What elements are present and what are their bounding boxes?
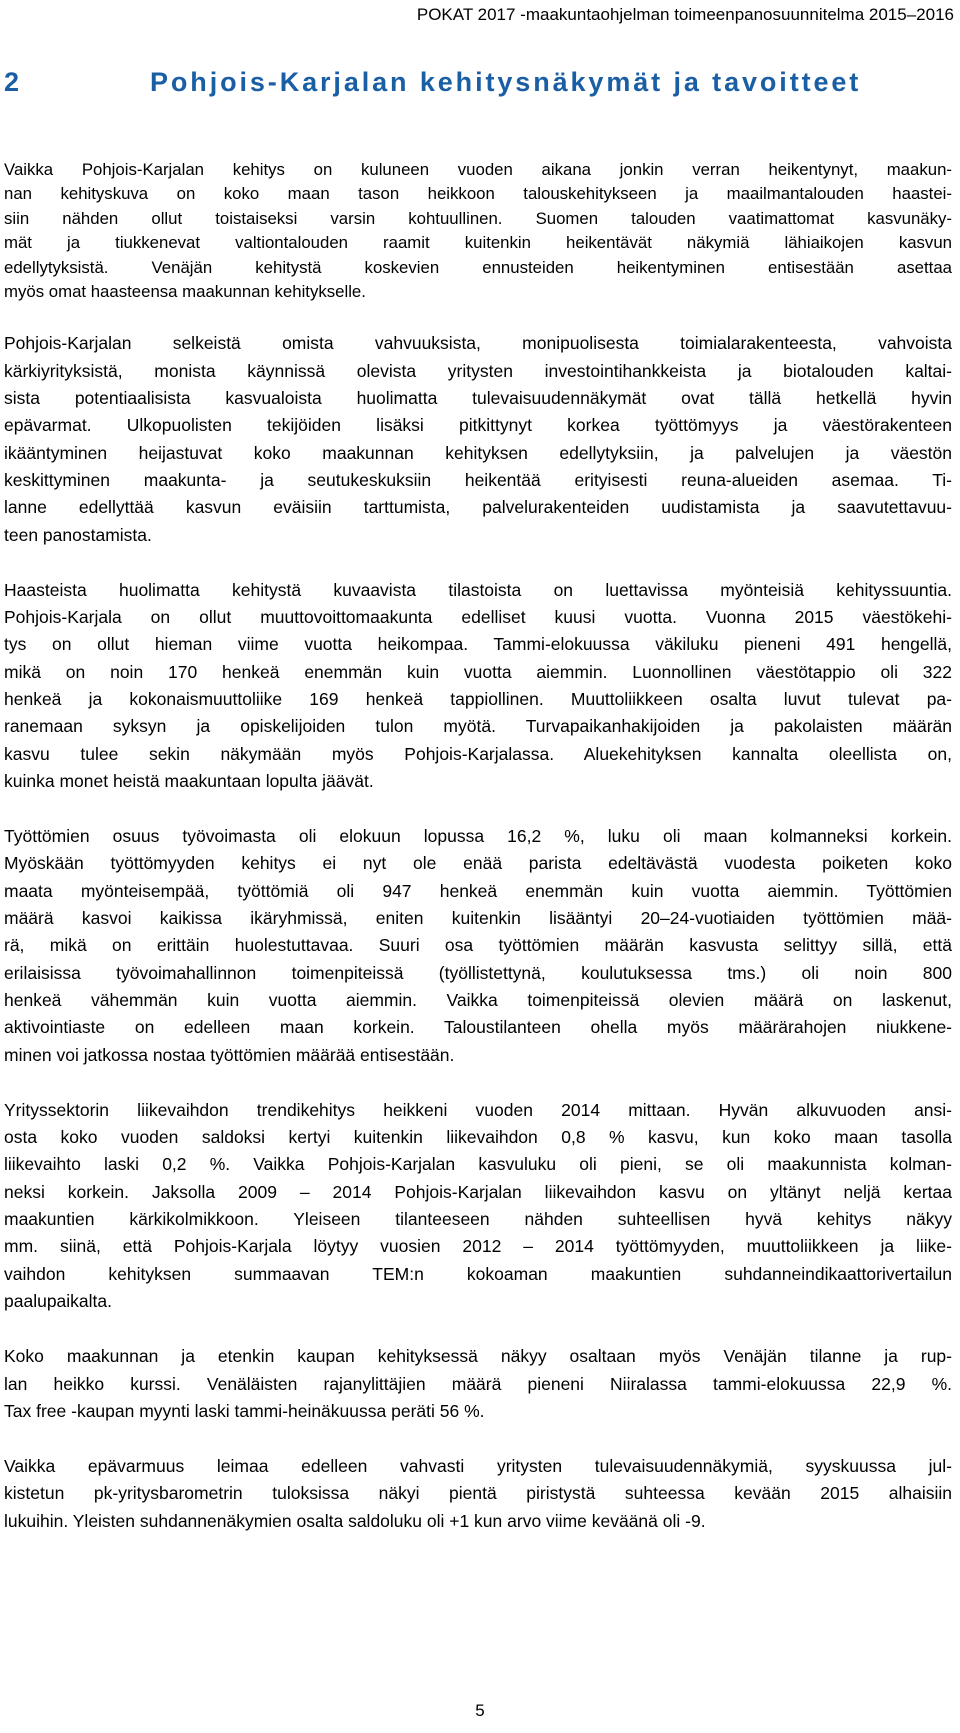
section-title: Pohjois-Karjalan kehitysnäkymät ja tavoitteet: [150, 67, 862, 97]
paragraph-strengths: [4, 330, 952, 548]
text-line: kärkiyrityksistä, monista käynnissä olevista yritysten investointihankkeista ja biotalouden kaltai-: [4, 360, 952, 381]
text-line: neksi korkein. Jaksolla 2009 – 2014 Pohjois-Karjalan liikevaihdon kasvu on yltänyt neljä kertaa: [4, 1181, 952, 1202]
text-line: Tax free -kaupan myynti laski tammi-heinäkuussa peräti 56 %.: [4, 1400, 485, 1421]
text-line: lan heikko kurssi. Venäläisten rajanylittäjien määrä pieneni Niiralassa tammi-elokuussa 22,9 %.: [4, 1373, 952, 1394]
paragraph-unemployment: [4, 823, 952, 1069]
text-line: rä, mikä on erittäin huolestuttavaa. Suuri osa työttömien määrän kasvusta selittyy sillä, että: [4, 935, 952, 956]
text-line: mät ja tiukkenevat valtiontalouden raamit kuitenkin heikentävät näkymiä lähiaikojen kasvun: [4, 233, 952, 253]
text-line: vaihdon kehityksen summaavan TEM:n kokoaman maakuntien suhdanneindikaattorivertailun: [4, 1263, 952, 1284]
text-line: ranemaan syksyn ja opiskelijoiden tulon myötä. Turvapaikanhakijoiden ja pakolaisten määrän: [4, 716, 952, 737]
text-line: lanne edellyttää kasvun eväisiin tarttumista, palvelurakenteiden uudistamista ja saavutettavuu-: [4, 497, 952, 518]
text-line: paalupaikalta.: [4, 1290, 112, 1311]
text-line: lukuihin. Yleisten suhdannenäkymien osalta saldoluku oli +1 kun arvo viime keväänä oli -9.: [4, 1510, 706, 1531]
text-line: kasvu tulee sekin näkymään myös Pohjois-Karjalassa. Aluekehityksen kannalta oleellista on,: [4, 743, 952, 764]
text-line: henkeä ja kokonaismuuttoliike 169 henkeä tappiollinen. Muuttoliikkeen osalta luvut tulevat pa-: [4, 689, 952, 709]
text-line: Työttömien osuus työvoimasta oli elokuun lopussa 16,2 %, luku oli maan kolmanneksi korkein.: [4, 826, 952, 847]
text-line: osta koko vuoden saldoksi kertyi kuitenkin liikevaihdon 0,8 % kasvu, kun koko maan tasolla: [4, 1127, 952, 1148]
paragraph-business: [4, 1097, 952, 1315]
text-line: sista potentiaalisista kasvualoista huolimatta tulevaisuudennäkymät ovat tällä hetkellä hyvin: [4, 388, 952, 409]
text-line: Haasteista huolimatta kehitystä kuvaavista tilastoista on luettavissa myönteisiä kehityssuuntia.: [4, 579, 952, 600]
paragraph-russia: [4, 1343, 952, 1425]
text-line: Yrityssektorin liikevaihdon trendikehitys heikkeni vuoden 2014 mittaan. Hyvän alkuvuoden ansi-: [4, 1099, 952, 1120]
text-line: siin nähden ollut toistaiseksi varsin kohtuullinen. Suomen talouden vaatimattomat kasvunäky-: [4, 208, 952, 228]
text-line: nan kehityskuva on koko maan tason heikkoon talouskehitykseen ja maailmantalouden haastei-: [4, 184, 952, 204]
text-line: kuinka monet heistä maakuntaan lopulta jäävät.: [4, 770, 374, 791]
text-line: Vaikka epävarmuus leimaa edelleen vahvasti yritysten tulevaisuudennäkymiä, syyskuussa jul-: [4, 1456, 952, 1477]
running-header: POKAT 2017 -maakuntaohjelman toimeenpanosuunnitelma 2015–2016: [416, 5, 954, 24]
section-number: 2: [4, 67, 20, 97]
text-line: aktivointiaste on edelleen maan korkein. Taloustilanteen ohella myös määrärahojen niukkene-: [4, 1017, 952, 1038]
text-line: keskittyminen maakunta- ja seutukeskuksiin heikentää erityisesti reuna-alueiden asemaa. Ti-: [4, 469, 952, 490]
text-line: myös omat haasteensa maakunnan kehitykselle.: [4, 282, 366, 302]
paragraph-outlook: [4, 158, 952, 304]
text-line: liikevaihto laski 0,2 %. Vaikka Pohjois-Karjalan kasvuluku oli pieni, se oli maakunnista kolman-: [4, 1154, 952, 1175]
text-line: määrä kasvoi kaikissa ikäryhmissä, eniten kuitenkin lisääntyi 20–24-vuotiaiden työttömien mää-: [4, 908, 952, 929]
text-line: erilaisissa työvoimahallinnon toimenpiteissä (työllistettynä, koulutuksessa tms.) oli noin 800: [4, 962, 952, 983]
text-line: edellytyksistä. Venäjän kehitystä koskevien ennusteiden heikentyminen entisestään asettaa: [4, 257, 952, 277]
text-line: henkeä vähemmän kuin vuotta aiemmin. Vaikka toimenpiteissä olevien määrä on laskenut,: [4, 989, 952, 1010]
text-line: mikä on noin 170 henkeä enemmän kuin vuotta aiemmin. Luonnollinen väestötappio oli 322: [4, 661, 952, 682]
text-line: epävarmat. Ulkopuolisten tekijöiden lisäksi pitkittynyt korkea työttömyys ja väestörakenteen: [4, 415, 952, 436]
text-line: Pohjois-Karjala on ollut muuttovoittomaakunta edelliset kuusi vuotta. Vuonna 2015 väestökehi-: [4, 607, 952, 628]
text-line: Myöskään työttömyyden kehitys ei nyt ole enää parista edeltävästä vuodesta poiketen koko: [4, 853, 952, 874]
text-line: teen panostamista.: [4, 524, 152, 545]
section-heading: [4, 66, 861, 98]
page-number: 5: [475, 1701, 485, 1720]
paragraph-barometer: [4, 1453, 952, 1535]
body-text: [4, 158, 952, 1563]
text-line: Pohjois-Karjalan selkeistä omista vahvuuksista, monipuolisesta toimialarakenteesta, vahvoista: [4, 333, 952, 354]
text-line: ikääntyminen heijastuvat koko maakunnan kehityksen edellytyksiin, ja palvelujen ja väestön: [4, 442, 952, 463]
text-line: maata myönteisempää, työttömiä oli 947 henkeä enemmän kuin vuotta aiemmin. Työttömien: [4, 880, 952, 901]
text-line: maakuntien kärkikolmikkoon. Yleiseen tilanteeseen nähden suhteellisen hyvä kehitys näkyy: [4, 1209, 952, 1230]
text-line: minen voi jatkossa nostaa työttömien määrää entisestään.: [4, 1044, 455, 1065]
text-line: kistetun pk-yritysbarometrin tuloksissa näkyi pientä piristystä suhteessa kevään 2015 alhaisiin: [4, 1483, 952, 1504]
text-line: Koko maakunnan ja etenkin kaupan kehityksessä näkyy osaltaan myös Venäjän tilanne ja rup-: [4, 1346, 952, 1367]
text-line: tys on ollut hieman viime vuotta heikompaa. Tammi-elokuussa väkiluku pieneni 491 hengellä,: [4, 634, 952, 655]
text-line: Vaikka Pohjois-Karjalan kehitys on kuluneen vuoden aikana jonkin verran heikentynyt, maakun-: [4, 160, 952, 179]
paragraph-population: [4, 577, 952, 795]
text-line: mm. siinä, että Pohjois-Karjala löytyy vuosien 2012 – 2014 työttömyyden, muuttoliikkeen ja liike-: [4, 1236, 952, 1257]
